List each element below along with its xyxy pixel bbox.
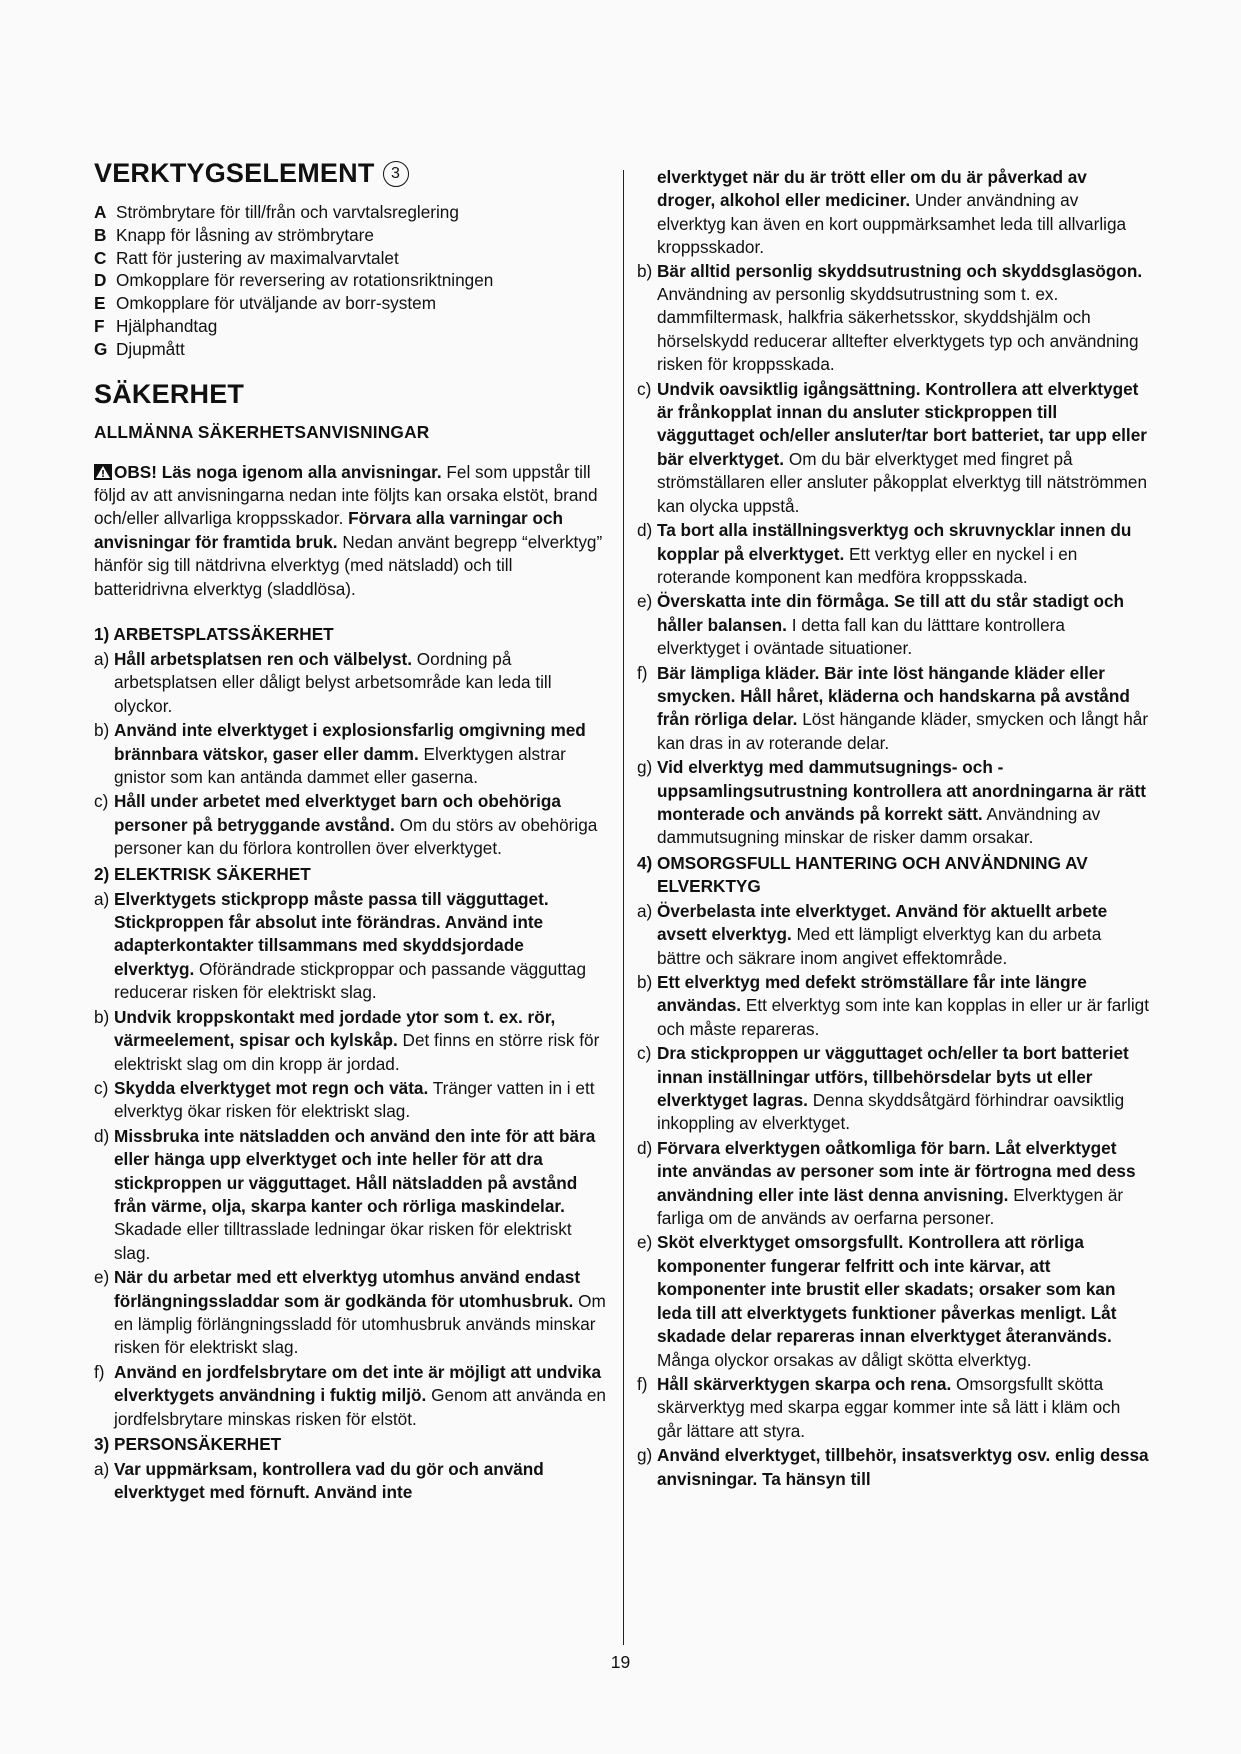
intro-bold-1: OBS! Läs noga igenom alla anvisningar.	[114, 461, 442, 482]
right-column	[637, 166, 1149, 1492]
list-item: c) Dra stickproppen ur vägguttaget och/eller ta bort batteriet innan inställningar utförs, tillbehörsdelar byts ut eller elverktyget lagras. Denna skyddsåtgärd förhindrar oavsiktlig inkoppling av elverktyget.	[637, 1043, 1129, 1134]
warning-icon	[94, 464, 112, 480]
list-item: a) Elverktygets stickpropp måste passa till vägguttaget. Stickproppen får absolut inte förändras. Använd inte adapterkontakter tillsammans med skyddsjordade elverktyg. Oförändrade stickproppar och passande vägguttag reducerar risken för elektriskt slag.	[94, 888, 587, 1003]
list-item	[94, 224, 606, 247]
element-key: B	[94, 224, 107, 245]
page-number: 19	[610, 1652, 631, 1672]
personal-safety-list	[637, 260, 1149, 850]
list-item: c) Undvik oavsiktlig igångsättning. Kontrollera att elverktyget är frånkopplat innan du ansluter stickproppen till vägguttaget och/eller ansluter/tar bort batteriet, tar upp eller bär elverktyget. Om du bär elverktyget med fingret på strömställaren eller ansluter påkopplat elverktyg till nätströmmen kan olycka uppstå.	[637, 378, 1148, 516]
list-item	[94, 269, 606, 292]
list-item: g) Använd elverktyget, tillbehör, insatsverktyg osv. enlig dessa anvisningar. Ta hänsyn till	[637, 1445, 1149, 1489]
list-item	[94, 201, 606, 224]
tool-elements-list	[94, 201, 606, 361]
list-item: e) När du arbetar med ett elverktyg utomhus använd endast förlängningssladdar som är godkända för utomhusbruk. Om en lämplig förlängningssladd för utomhusbruk används minskar risken för elektriskt slag.	[94, 1267, 606, 1358]
intro-paragraph	[94, 461, 606, 601]
element-text: Knapp för låsning av strömbrytare	[116, 224, 374, 245]
list-item: e) Sköt elverktyget omsorgsfullt. Kontrollera att rörliga komponenter fungerar felfritt och inte kärvar, att komponenter inte brustit eller skadats; orsaker som kan leda till att elverktygets funktioner påverkas menligt. Låt skadade delar repareras innan elverktyget återanvänds. Många olyckor orsakas av dåligt skötta elverktyg.	[637, 1232, 1117, 1370]
group-heading-electrical: 2) ELEKTRISK SÄKERHET	[94, 863, 311, 884]
list-item: b) Använd inte elverktyget i explosionsfarlig omgivning med brännbara vätskor, gaser eller damm. Elverktygen alstrar gnistor som kan antända dammet eller gaserna.	[94, 720, 586, 788]
electrical-safety-list	[94, 888, 606, 1431]
subsection-title: ALLMÄNNA SÄKERHETSANVISNINGAR	[94, 421, 430, 442]
workplace-safety-list	[94, 648, 606, 861]
handling-list	[637, 900, 1149, 1491]
personal-safety-list-start	[94, 1458, 606, 1505]
element-text: Strömbrytare för till/från och varvtalsreglering	[116, 202, 459, 222]
element-key: A	[94, 202, 107, 222]
element-text: Djupmått	[116, 338, 185, 359]
list-item: e) Överskatta inte din förmåga. Se till att du står stadigt och håller balansen. I detta fall kan du lätttare kontrollera elverktyget i oväntade situationer.	[637, 591, 1125, 659]
list-item: a) Håll arbetsplatsen ren och välbelyst. Oordning på arbetsplatsen eller dåligt belyst arbetsområde kan leda till olyckor.	[94, 649, 552, 716]
group-heading-personal: 3) PERSONSÄKERHET	[94, 1434, 282, 1455]
section-title-tool-elements	[94, 160, 606, 187]
list-item: d) Missbruka inte nätsladden och använd den inte för att bära eller hänga upp elverktyget och inte heller för att dra stickproppen ur vägguttaget. Håll nätsladden på avstånd från värme, olja, skarpa kanter och rörliga maskindelar. Skadade eller tilltrasslade ledningar ökar risken för elektriskt slag.	[94, 1125, 596, 1263]
intro-bold-2: Förvara alla varningar och anvisningar för framtida bruk.	[94, 508, 564, 552]
list-item: f) Använd en jordfelsbrytare om det inte är möjligt att undvika elverktygets användning i fuktig miljö. Genom att använda en jordfelsbrytare minskas risken för elstöt.	[94, 1361, 606, 1429]
continued-item-text: elverktyget när du är trött eller om du är påverkad av droger, alkohol eller mediciner. Under användning av elverktyg kan även en kort ouppmärksamhet leda till allvarliga kroppsskador.	[657, 167, 1127, 258]
list-item: c) Håll under arbetet med elverktyget barn och obehöriga personer på betryggande avstånd. Om du störs av obehöriga personer kan du förlora kontrollen över elverktyget.	[94, 791, 598, 859]
list-item: b) Ett elverktyg med defekt strömställare får inte längre användas. Ett elverktyg som inte kan kopplas in eller ur är farligt och måste repareras.	[637, 972, 1149, 1039]
group-heading-handling: 4) OMSORGSFULL HANTERING OCH ANVÄNDNING AV ELVERKTYG	[637, 852, 1088, 896]
list-item	[94, 247, 606, 270]
list-item: a) Var uppmärksam, kontrollera vad du gör och använd elverktyget med förnuft. Använd inte	[94, 1459, 544, 1503]
element-key: F	[94, 315, 105, 336]
list-item: f) Håll skärverktygen skarpa och rena. Omsorgsfullt skötta skärverktyg med skarpa eggar kommer inte så lätt i kläm och går lättare att styra.	[637, 1373, 1121, 1441]
section-title-safety: SÄKERHET	[94, 378, 245, 409]
group-heading-workplace: 1) ARBETSPLATSSÄKERHET	[94, 624, 334, 645]
list-item: b) Undvik kroppskontakt med jordade ytor som t. ex. rör, värmeelement, spisar och kylskåp. Det finns en större risk för elektriskt slag om din kropp är jordad.	[94, 1006, 600, 1074]
element-key: D	[94, 270, 107, 291]
element-key: G	[94, 338, 108, 359]
section-title-text: VERKTYGSELEMENT	[94, 158, 375, 188]
list-item: g) Vid elverktyg med dammutsugnings- och -uppsamlingsutrustning kontrollera att anordningarna är rätt monterade och används på korrekt sätt. Användning av dammutsugning minskar de risker damm orsakar.	[637, 757, 1146, 848]
element-key: C	[94, 247, 107, 268]
element-text: Omkopplare för reversering av rotationsriktningen	[116, 270, 494, 291]
list-item	[94, 292, 606, 315]
intro-text-2: Nedan använt begrepp “elverktyg” hänför sig till nätdrivna elverktyg (med nätsladd) och till batteridrivna elverktyg (sladdlösa).	[94, 531, 603, 599]
element-key: E	[94, 293, 106, 314]
column-divider	[623, 170, 624, 1645]
list-item: b) Bär alltid personlig skyddsutrustning och skyddsglasögon. Användning av personlig skyddsutrustning som t. ex. dammfiltermask, halkfria säkerhetsskor, skyddshjälm och hörselskydd reducerar alltefter elverktygets typ och användning risken för kroppsskada.	[637, 260, 1143, 375]
list-item: d) Ta bort alla inställningsverktyg och skruvnycklar innen du kopplar på elverktyget. Ett verktyg eller en nyckel i en roterande komponent kan medföra kroppsskada.	[637, 520, 1132, 587]
element-text: Omkopplare för utväljande av borr-system	[116, 293, 437, 314]
list-item	[94, 315, 606, 338]
list-item: c) Skydda elverktyget mot regn och väta. Tränger vatten in i ett elverktyg ökar risken för elektriskt slag.	[94, 1077, 595, 1122]
intro-text-1: Fel som uppstår till följd av att anvisningarna nedan inte följts kan orsaka elstöt, brand och/eller allvarliga kroppsskador.	[94, 461, 598, 529]
list-item: a) Överbelasta inte elverktyget. Använd för aktuellt arbete avsett elverktyg. Med ett lämpligt elverktyg kan du arbeta bättre och säkrare inom angivet effektområde.	[637, 900, 1108, 968]
list-item: d) Förvara elverktygen oåtkomliga för barn. Låt elverktyget inte användas av personer som inte är förtrogna med dess användning eller inte läst denna anvisning. Elverktygen är farliga om de används av oerfarna personer.	[637, 1137, 1136, 1229]
element-text: Ratt för justering av maximalvarvtalet	[116, 247, 399, 268]
list-item	[94, 338, 606, 361]
list-item: f) Bär lämpliga kläder. Bär inte löst hängande kläder eller smycken. Håll håret, kläderna och handskarna på avstånd från rörliga delar. Löst hängande kläder, smycken och långt hår kan dras in av roterande delar.	[637, 662, 1149, 753]
left-column	[94, 160, 606, 1506]
figure-reference: 3	[383, 161, 409, 187]
element-text: Hjälphandtag	[116, 315, 218, 336]
